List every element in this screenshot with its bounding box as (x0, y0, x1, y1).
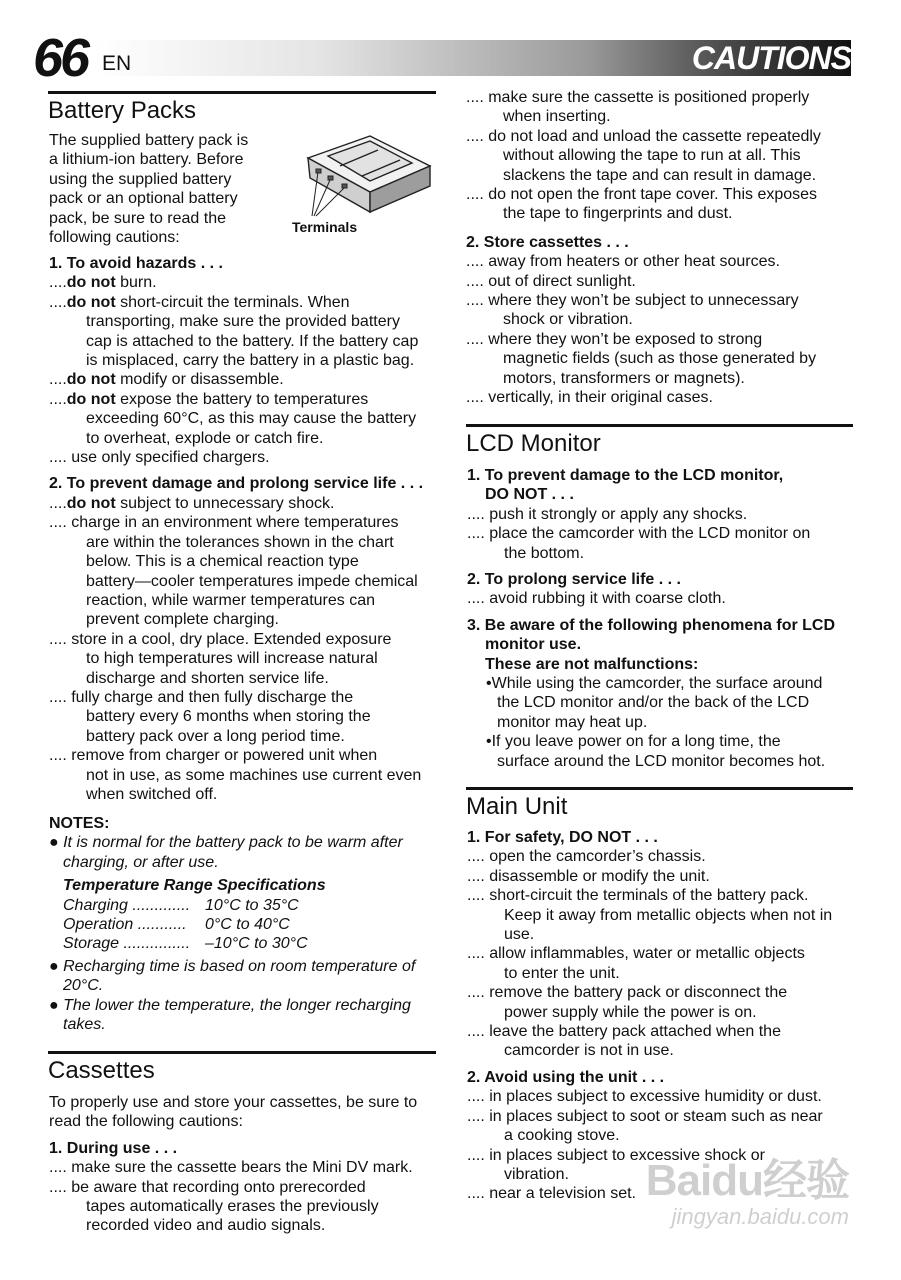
lcd-heading-damage-cont: DO NOT . . . (485, 486, 574, 504)
cassettes-intro-line: To properly use and store your cassettes, be sure to (49, 1094, 418, 1111)
page-number: 66 (33, 28, 88, 88)
cassettes-intro-line: read the following cautions: (49, 1113, 243, 1131)
list-item-cont: battery pack over a long period time. (86, 727, 345, 745)
list-item-cont: when switched off. (86, 785, 218, 803)
note-item-cont: charging, or after use. (63, 853, 219, 871)
list-item-cont: camcorder is not in use. (504, 1042, 674, 1060)
list-item-cont: battery—cooler temperatures impede chemical (86, 572, 418, 590)
list-item-cont: are within the tolerances shown in the chart (86, 533, 394, 551)
list-item-cont: slackens the tape and can result in damage. (503, 166, 817, 184)
list-item: .... out of direct sunlight. (466, 272, 636, 290)
list-item-cont: is misplaced, carry the battery in a plastic bag. (86, 352, 415, 370)
list-item: .... in places subject to soot or steam such as near (467, 1107, 823, 1125)
note-item: ● Recharging time is based on room temperature of (49, 957, 416, 975)
battery-section-title: Battery Packs (48, 91, 436, 126)
list-item: .... where they won’t be exposed to strong (466, 330, 763, 348)
note-item-cont: 20°C. (63, 977, 104, 995)
lcd-not-malfunctions: These are not malfunctions: (485, 655, 699, 673)
list-item: .... where they won’t be subject to unnecessary (466, 292, 799, 310)
list-item-cont: cap is attached to the battery. If the battery cap (86, 332, 419, 350)
list-item-cont: below. This is a chemical reaction type (86, 553, 359, 571)
list-item-cont: discharge and shorten service life. (86, 669, 329, 687)
cassettes-cautions-left (49, 1093, 439, 1236)
list-item: .... avoid rubbing it with coarse cloth. (467, 590, 726, 608)
page-language: EN (102, 52, 132, 75)
lcd-bullet: •While using the camcorder, the surface around the LCD monitor and/or the back of the LCD monitor may heat up. (486, 675, 823, 731)
temperature-range-row: Operation ........... 0°C to 40°C (63, 916, 290, 934)
list-item-cont: a cooking stove. (504, 1127, 620, 1145)
list-item-cont: exceeding 60°C, as this may cause the battery (86, 410, 417, 428)
list-item: .... do not load and unload the cassette repeatedly (466, 127, 821, 145)
list-item: .... in places subject to excessive shock or (467, 1146, 765, 1164)
cassettes-cautions-right (466, 88, 861, 408)
list-item-cont: to high temperatures will increase natural (86, 650, 378, 668)
list-item: .... short-circuit the terminals of the battery pack. (467, 887, 809, 905)
cassettes-heading-store: 2. Store cassettes . . . (466, 233, 629, 251)
list-item: .... in places subject to excessive humidity or dust. (467, 1088, 822, 1106)
list-item: .... be aware that recording onto prerecorded (49, 1178, 366, 1196)
watermark (646, 1158, 849, 1230)
battery-heading-hazards: 1. To avoid hazards . . . (49, 255, 223, 272)
list-item: ....do not modify or disassemble. (49, 371, 284, 389)
list-item-cont: recorded video and audio signals. (86, 1217, 326, 1235)
cassettes-section-title: Cassettes (48, 1051, 436, 1086)
list-item-cont: reaction, while warmer temperatures can (86, 591, 376, 609)
list-item: ....do not subject to unnecessary shock. (49, 494, 335, 512)
watermark-url: jingyan.baidu.com (671, 1204, 849, 1229)
list-item-cont: motors, transformers or magnets). (503, 369, 745, 387)
list-item: .... near a television set. (467, 1185, 636, 1203)
list-item: .... push it strongly or apply any shocks. (467, 505, 748, 523)
list-item-cont: Keep it away from metallic objects when not in (504, 906, 833, 924)
battery-intro (49, 131, 289, 247)
list-item: .... open the camcorder’s chassis. (467, 848, 706, 866)
lcd-heading-damage: 1. To prevent damage to the LCD monitor, (467, 467, 784, 484)
list-item-cont: transporting, make sure the provided battery (86, 313, 400, 331)
main-unit-section-title: Main Unit (466, 787, 853, 822)
list-item: .... use only specified chargers. (49, 449, 270, 467)
notes (49, 814, 439, 1034)
lcd-cautions (467, 466, 862, 771)
list-item: .... remove the battery pack or disconnect the (467, 984, 788, 1002)
list-item-cont: tapes automatically erases the previously (86, 1198, 379, 1216)
list-item: ....do not short-circuit the terminals. When (49, 293, 350, 311)
main-unit-heading-avoid: 2. Avoid using the unit . . . (467, 1068, 665, 1086)
note-item-cont: takes. (63, 1016, 106, 1034)
list-item-cont: prevent complete charging. (86, 611, 279, 629)
watermark-logo: Baidu经验 (645, 1156, 849, 1205)
list-item: .... make sure the cassette is positioned properly (466, 89, 810, 106)
battery-intro-line: The supplied battery pack is (49, 132, 249, 149)
lcd-heading-phenomena: 3. Be aware of the following phenomena for LCD (467, 616, 836, 634)
list-item: ....do not expose the battery to temperatures (49, 390, 369, 408)
list-item: .... do not open the front tape cover. This exposes (466, 186, 818, 204)
list-item: .... fully charge and then fully discharge the (49, 688, 354, 706)
list-item: .... make sure the cassette bears the Mini DV mark. (49, 1159, 413, 1177)
temperature-range-title: Temperature Range Specifications (63, 877, 326, 895)
note-item: ● It is normal for the battery pack to be warm after (49, 834, 403, 852)
list-item: .... away from heaters or other heat sources. (466, 253, 780, 271)
temperature-range-row: Charging ............. 10°C to 35°C (63, 896, 299, 914)
cassettes-heading-during-use: 1. During use . . . (49, 1139, 178, 1157)
battery-intro-line: following cautions: (49, 229, 180, 247)
lcd-section-title: LCD Monitor (466, 424, 853, 459)
page-title: CAUTIONS (691, 40, 851, 76)
notes-title: NOTES: (49, 815, 110, 832)
battery-intro-line: using the supplied battery (49, 170, 232, 188)
list-item-cont: shock or vibration. (503, 311, 633, 329)
main-unit-heading-safety: 1. For safety, DO NOT . . . (467, 829, 658, 846)
list-item-cont: when inserting. (503, 108, 611, 126)
list-item-cont: the tape to fingerprints and dust. (503, 205, 733, 223)
list-item-cont: battery every 6 months when storing the (86, 708, 371, 726)
lcd-bullet: •If you leave power on for a long time, the surface around the LCD monitor becomes hot. (486, 733, 826, 770)
battery-heading-prolong: 2. To prevent damage and prolong service life . . . (49, 475, 424, 493)
battery-intro-line: pack or an optional battery (49, 190, 238, 208)
list-item: ....do not burn. (49, 274, 157, 292)
list-item-cont: not in use, as some machines use current even (86, 766, 422, 784)
list-item-cont: without allowing the tape to run at all. This (503, 147, 801, 165)
list-item: .... disassemble or modify the unit. (467, 867, 710, 885)
list-item-cont: vibration. (504, 1165, 569, 1183)
list-item-cont: use. (504, 926, 535, 944)
terminals-label: Terminals (292, 219, 358, 235)
note-item: ● The lower the temperature, the longer recharging (49, 996, 411, 1014)
list-item-cont: magnetic fields (such as those generated by (503, 350, 817, 368)
list-item-cont: power supply while the power is on. (504, 1003, 757, 1021)
list-item: .... place the camcorder with the LCD monitor on (467, 525, 811, 543)
list-item: .... charge in an environment where temperatures (49, 514, 399, 532)
list-item: .... store in a cool, dry place. Extended exposure (49, 630, 392, 648)
lcd-heading-prolong: 2. To prolong service life . . . (467, 571, 681, 589)
list-item: .... remove from charger or powered unit when (49, 747, 378, 765)
list-item-cont: to overheat, explode or catch fire. (86, 429, 324, 447)
list-item: .... vertically, in their original cases. (466, 389, 713, 407)
lcd-heading-phenomena-cont: monitor use. (485, 636, 582, 654)
battery-intro-line: a lithium-ion battery. Before (49, 151, 244, 169)
main-unit-cautions (467, 828, 862, 1204)
list-item: .... leave the battery pack attached when the (467, 1023, 781, 1041)
list-item-cont: to enter the unit. (504, 964, 620, 982)
battery-intro-line: pack, be sure to read the (49, 209, 226, 227)
list-item-cont: the bottom. (504, 544, 585, 562)
list-item: .... allow inflammables, water or metallic objects (467, 945, 805, 963)
battery-cautions (49, 254, 439, 804)
temperature-range-row: Storage ............... –10°C to 30°C (63, 935, 308, 953)
